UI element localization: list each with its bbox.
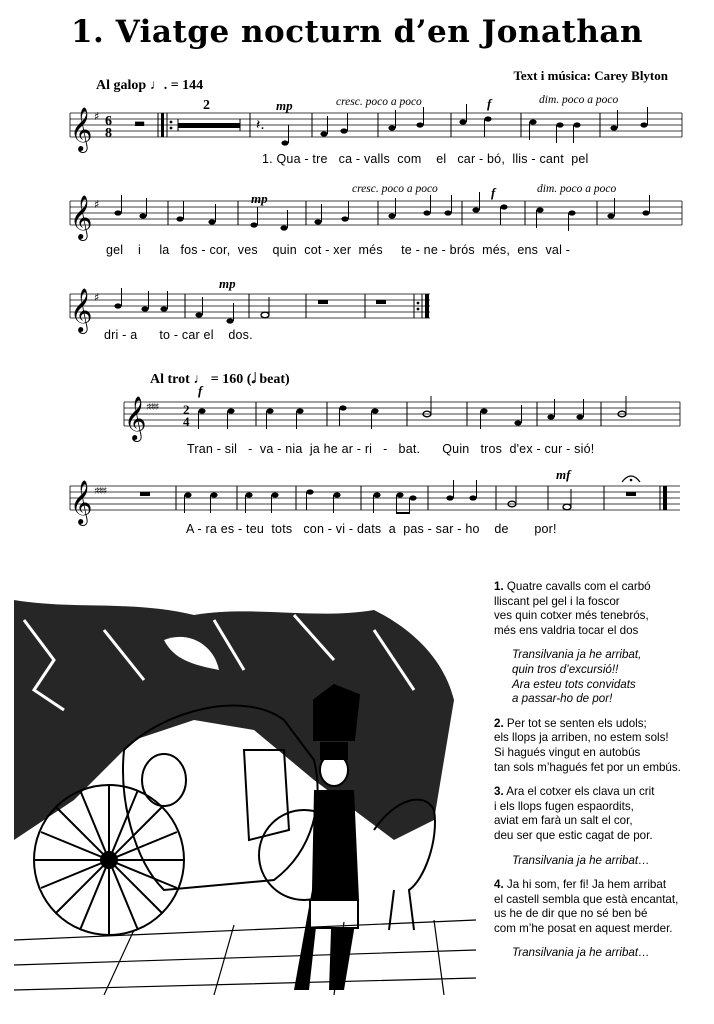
treble-clef-icon: 𝄞 <box>70 288 93 332</box>
chorus-1-line-4: a passar-ho de por! <box>512 692 613 706</box>
lyrics-line-2: gel i la fos - cor, ves quin cot - xer més te - ne - brós més, ens val - <box>106 243 571 257</box>
tempo-beat-label: beat) <box>255 372 290 387</box>
verse-4-line-1: Ja hi som, fer fi! Ja hem arribat <box>506 878 667 892</box>
verse-3-line-3: aviat em farà un salt el cor, <box>494 814 633 828</box>
sharps-icon: ♯♯♯♯ <box>94 486 106 497</box>
verse-3 <box>494 785 708 843</box>
verse-4-line-4: com m’he posat en aquest merder. <box>494 921 673 935</box>
credit-line: Text i música: Carey Blyton <box>513 68 668 83</box>
verse-2-line-4: tan sols m’hagués fet por un embús. <box>494 760 681 774</box>
verse-2-line-2: els llops ja arriben, no estem sols! <box>494 731 669 745</box>
chorus-3-line-1: Transilvania ja he arribat… <box>512 946 650 960</box>
tempo-label-2: Al trot <box>150 372 190 387</box>
sharp-icon: ♯ <box>94 198 100 211</box>
treble-clef-icon: 𝄞 <box>70 195 93 239</box>
dynamic-f-2: f <box>491 185 496 200</box>
verses-panel <box>494 580 708 971</box>
verse-3-line-1: Ara el cotxer els clava un crit <box>506 785 655 799</box>
lyrics-line-4: Tran - sil - va - nia ja he ar - ri - bat. Quin tros d'ex - cur - sió! <box>187 442 595 456</box>
chorus-1-line-2: quin tros d’excursió!! <box>512 662 619 676</box>
dynamic-f-1: f <box>487 96 492 111</box>
sharps-icon: ♯♯♯♯ <box>146 402 158 413</box>
verse-3-number: 3. <box>494 785 504 799</box>
chorus-2 <box>494 854 708 869</box>
chorus-2-line-1: Transilvania ja he arribat… <box>512 853 650 867</box>
chorus-1-line-3: Ara esteu tots convidats <box>512 677 636 691</box>
sharp-icon: ♯ <box>94 291 100 304</box>
rest-count: 2 <box>203 98 210 113</box>
verse-4 <box>494 878 708 936</box>
verse-1 <box>494 580 708 638</box>
treble-clef-icon: 𝄞 <box>124 396 147 440</box>
time-sig-top-2: 2 <box>183 402 190 417</box>
lyrics-line-5: A - ra es - teu tots con - vi - dats a pas - sar - ho de por! <box>186 522 557 536</box>
cresc-marking-2: cresc. poco a poco <box>352 183 438 195</box>
lyrics-line-3: dri - a to - car el dos. <box>104 328 253 342</box>
notes-system-4 <box>198 396 626 429</box>
verse-4-line-2: el castell sembla que està encantat, <box>494 892 679 906</box>
dynamic-mp-3: mp <box>219 276 236 291</box>
verse-1-line-2: lliscant pel gel i la foscor <box>494 594 620 608</box>
whole-rest-icon: ▬ <box>134 116 146 130</box>
verse-3-line-4: deu ser que estic cagat de por. <box>494 828 653 842</box>
cresc-marking-1: cresc. poco a poco <box>336 96 422 108</box>
notes-system-5 <box>140 476 667 513</box>
treble-clef-icon: 𝄞 <box>70 107 93 151</box>
time-sig-bottom-2: 4 <box>183 414 190 429</box>
treble-clef-icon: 𝄞 <box>70 480 93 524</box>
quarter-note-icon: ♩ <box>193 372 208 387</box>
dynamic-mf: mf <box>556 467 571 482</box>
verse-4-number: 4. <box>494 878 504 892</box>
verse-2 <box>494 717 708 775</box>
time-sig-top: 6 <box>105 114 112 129</box>
lyrics-line-1: 1. Qua - tre ca - valls com el car - bó, llis - cant pel <box>262 152 589 166</box>
carriage-illustration <box>14 600 476 995</box>
verse-4-line-3: us he de dir que no sé ben bé <box>494 907 648 921</box>
verse-1-number: 1. <box>494 580 504 593</box>
verse-1-line-1: Quatre cavalls com el carbó <box>506 580 651 593</box>
dynamic-mp-1: mp <box>276 98 293 113</box>
time-sig-bottom: 8 <box>105 126 112 141</box>
dotted-quarter-note-icon: ♩. <box>149 78 168 93</box>
verse-2-line-1: Per tot se senten els udols; <box>506 716 647 730</box>
tempo-value-2: = 160 ( <box>210 372 252 387</box>
dynamic-f-3: f <box>198 383 203 398</box>
dynamic-mp-2: mp <box>251 191 268 206</box>
svg-text:𝄽.: 𝄽. <box>256 117 265 133</box>
chorus-1 <box>494 648 708 706</box>
dim-marking-1: dim. poco a poco <box>539 94 619 106</box>
tempo-marking-1 <box>96 78 203 94</box>
dim-marking-2: dim. poco a poco <box>537 183 617 195</box>
verse-1-line-4: més ens valdria tocar el dos <box>494 623 639 637</box>
verse-1-line-3: ves quin cotxer més tenebrós, <box>494 609 649 623</box>
song-title: 1. Viatge nocturn d’en Jonathan <box>70 14 644 50</box>
sharp-icon: ♯ <box>94 110 100 123</box>
chorus-1-line-1: Transilvania ja he arribat, <box>512 648 642 662</box>
tempo-value-1: = 144 <box>170 78 204 93</box>
verse-2-number: 2. <box>494 716 504 730</box>
tempo-label-1: Al galop <box>96 78 147 93</box>
chorus-3 <box>494 946 708 961</box>
verse-3-line-2: i els llops fugen espaordits, <box>494 799 634 813</box>
multi-rest-bar <box>178 123 240 128</box>
verse-2-line-3: Si hagués vingut en autobús <box>494 745 641 759</box>
half-note-icon: 𝅗𝅥 <box>251 372 256 387</box>
